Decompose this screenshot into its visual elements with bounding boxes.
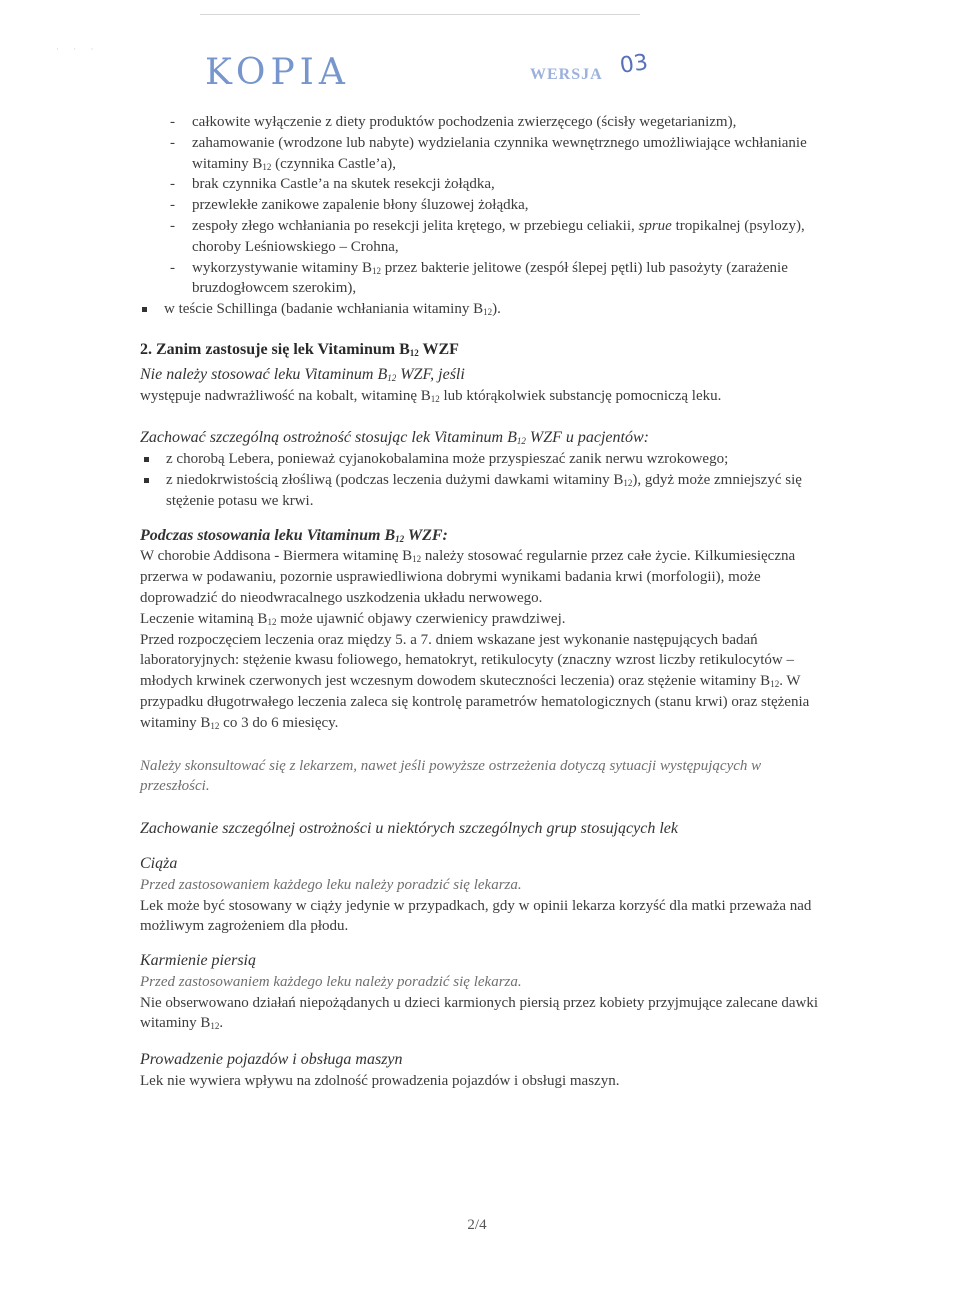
list-item: - brak czynnika Castle’a na skutek resekcji żołądka, <box>140 174 820 195</box>
causes-list <box>140 112 820 299</box>
scan-artifact-dots: · · · <box>56 44 100 54</box>
leaflet-content <box>140 112 820 1092</box>
list-item: - przewlekłe zanikowe zapalenie błony śluzowej żołądka, <box>140 195 820 216</box>
list-item: - całkowite wyłączenie z diety produktów pochodzenia zwierzęcego (ścisły wegetarianizm), <box>140 112 820 133</box>
kopia-stamp: KOPIA <box>205 52 350 93</box>
caution-heading: Zachować szczególną ostrożność stosując lek Vitaminum $B_{12}$ WZF u pacjentów: <box>140 429 649 447</box>
caution-list <box>140 449 820 511</box>
during-use-heading: Podczas stosowania leku Vitaminum $B_{12}$ WZF: <box>140 526 448 544</box>
contraindications-text: występuje nadwrażliwość na kobalt, witaminę $B_{12}$ lub którąkolwiek substancję pomocniczą leku. <box>140 387 722 404</box>
list-item: - zahamowanie (wrodzone lub nabyte) wydzielania czynnika wewnętrznego umożliwiające wchłanianie witaminy $B_{12}$ (czynnika Castle’a), <box>140 133 820 175</box>
list-item: z niedokrwistością złośliwą (podczas leczenia dużymi dawkami witaminy $B_{12}$), gdyż może zmniejszyć się stężenie potasu we krwi. <box>140 470 820 512</box>
schilling-list <box>140 299 820 320</box>
breastfeeding-heading: Karmienie piersią <box>140 952 256 970</box>
list-item: w teście Schillinga (badanie wchłaniania witaminy $B_{12}$). <box>140 299 820 320</box>
list-item: - wykorzystywanie witaminy $B_{12}$ przez bakterie jelitowe (zespół ślepej pętli) lub pasożyty (zarażenie bruzdogłowcem szerokim), <box>140 258 820 300</box>
driving-text: Lek nie wywiera wpływu na zdolność prowadzenia pojazdów i obsługi maszyn. <box>140 1073 620 1090</box>
during-use-paragraph-1: W chorobie Addisona - Biermera witaminę $B_{12}$ należy stosować regularnie przez całe życie. Kilkumiesięczna przerwa w podawaniu, pozornie usprawiedliwiona dobrymi wynikami badania krwi (morfologii), może doprowadzić do nieodwracalnego uszkodzenia układu nerwowego. <box>140 548 796 606</box>
version-number-handwritten: 03 <box>618 50 650 79</box>
pregnancy-heading: Ciąża <box>140 854 178 872</box>
during-use-paragraph-2: Leczenie witaminą $B_{12}$ może ujawnić objawy czerwienicy prawdziwej. <box>140 610 566 627</box>
during-use-paragraph-3: Przed rozpoczęciem leczenia oraz między 5. a 7. dniem wskazane jest wykonanie następujących badań laboratoryjnych: stężenie kwasu foliowego, hematokryt, retikulocyty (znaczny wzrost liczby retikulocytów – młodych krwinek czerwonych jest wczesnym dowodem skuteczności leczenia) oraz stężenie witaminy $B_{12}$. W przypadku długotrwałego leczenia zaleca się kontrolę parametrów hematologicznych (stanu krwi) oraz stężenia witaminy $B_{12}$ co 3 do 6 miesięcy. <box>140 631 810 731</box>
page-number: 2/4 <box>467 1217 487 1233</box>
list-item: z chorobą Lebera, ponieważ cyjanokobalamina może przyspieszać zanik nerwu wzrokowego; <box>140 449 820 470</box>
driving-heading: Prowadzenie pojazdów i obsługa maszyn <box>140 1051 403 1069</box>
list-item: - zespoły złego wchłaniania po resekcji jelita krętego, w przebiegu celiakii, sprue tropikalnej (psylozy), choroby Leśniowskiego – Crohna, <box>140 216 820 258</box>
wersja-stamp: WERSJA <box>530 66 603 83</box>
consult-note: Należy skonsultować się z lekarzem, nawet jeśli powyższe ostrzeżenia dotyczą sytuacji występujących w przeszłości. <box>140 757 762 795</box>
pregnancy-text: Lek może być stosowany w ciąży jedynie w przypadkach, gdy w opinii lekarza korzyść dla matki przeważa nad możliwym zagrożeniem dla płodu. <box>140 897 812 935</box>
contraindications-heading: Nie należy stosować leku Vitaminum $B_{12}$ WZF, jeśli <box>140 365 465 383</box>
breastfeeding-advice: Przed zastosowaniem każdego leku należy poradzić się lekarza. <box>140 973 522 990</box>
special-groups-heading: Zachowanie szczególnej ostrożności u niektórych szczególnych grup stosujących lek <box>140 820 678 838</box>
scan-artifact-line <box>200 14 640 15</box>
breastfeeding-text: Nie obserwowano działań niepożądanych u dzieci karmionych piersią przez kobiety przyjmujące zalecane dawki witaminy $B_{12}$. <box>140 994 819 1032</box>
section-2-heading: 2. Zanim zastosuje się lek Vitaminum $B_{12}$ WZF <box>140 340 459 358</box>
pregnancy-advice: Przed zastosowaniem każdego leku należy poradzić się lekarza. <box>140 876 522 893</box>
